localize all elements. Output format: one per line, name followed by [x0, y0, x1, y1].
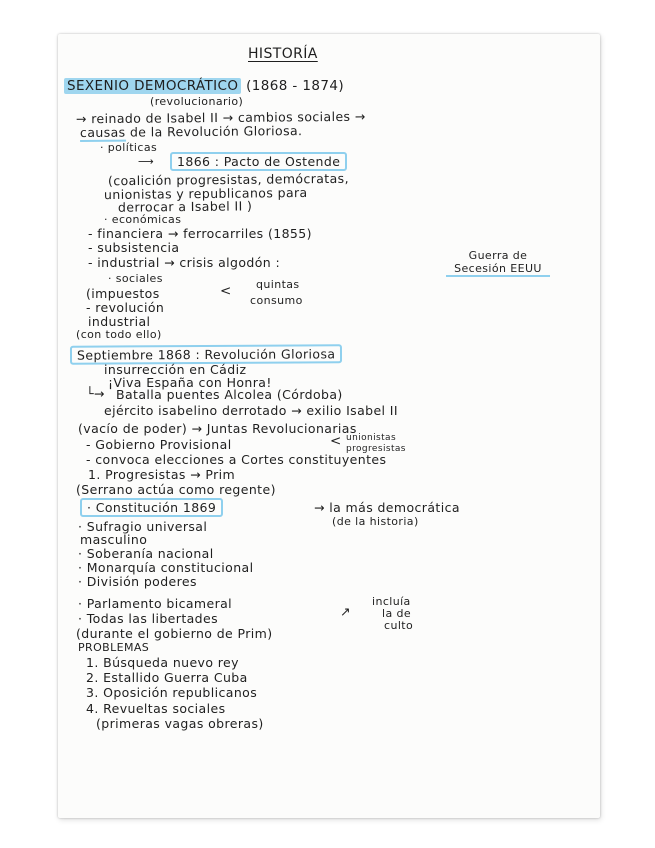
corner-arrow-glyph: └→ [86, 386, 105, 401]
serrano-line: (Serrano actúa como regente) [76, 482, 276, 497]
quintas-text: quintas [256, 278, 300, 291]
section-subtitle: (revolucionario) [150, 95, 244, 108]
constitucion-item: masculino [80, 532, 148, 547]
subsistencia-line: - subsistencia [88, 240, 180, 255]
prim-line: 1. Progresistas → Prim [88, 467, 236, 482]
politicas-desc-2: unionistas y republicanos para [103, 184, 308, 203]
consumo-text: consumo [250, 294, 303, 307]
constitucion-item: · Sufragio universal [78, 519, 208, 534]
vacio-poder-line: (vacío de poder) → Juntas Revolucionarias [78, 421, 357, 436]
arrow-glyph: ⟶ [138, 155, 155, 168]
pacto-ostende-box: 1866 : Pacto de Ostende [170, 152, 347, 171]
problemas-note: (primeras vagas obreras) [96, 716, 264, 731]
problemas-context: (durante el gobierno de Prim) [76, 626, 273, 641]
page-title: HISTORÍA [248, 46, 318, 62]
section-heading-line [64, 78, 344, 94]
cortes-line: - convoca elecciones a Cortes constituyentes [86, 452, 387, 467]
incluida-note-1: incluía [372, 595, 411, 608]
section-heading: SEXENIO DEMOCRÁTICO [64, 78, 241, 94]
politicas-desc-1: (coalición progresistas, demócratas, [107, 170, 349, 189]
section-dates: (1868 - 1874) [246, 78, 345, 94]
problemas-heading: PROBLEMAS [78, 641, 150, 654]
industrial-line: - industrial → crisis algodón : [88, 255, 281, 270]
constitucion-item: · Monarquía constitucional [78, 560, 254, 575]
problemas-item: 2. Estallido Guerra Cuba [86, 670, 248, 685]
economicas-label: · económicas [104, 213, 182, 226]
sociales-label: · sociales [108, 272, 163, 285]
incluida-note-2: la de [382, 607, 412, 620]
gloriosa-line-4: ejército isabelino derrotado → exilio Isabel II [104, 403, 398, 418]
incluida-note-3: culto [384, 619, 414, 632]
progresistas-text: progresistas [346, 444, 406, 454]
constitucion-note-2: (de la historia) [332, 515, 419, 528]
constitucion-1869-box: · Constitución 1869 [80, 498, 223, 517]
constitucion-item: · División poderes [78, 574, 197, 589]
politicas-label: · políticas [100, 141, 158, 154]
brace-glyph: < [220, 283, 232, 299]
revolucion-gloriosa-box: Septiembre 1868 : Revolución Gloriosa [70, 344, 343, 364]
intro-line-2 [80, 123, 303, 140]
unionistas-text: unionistas [346, 433, 397, 443]
constitucion-item: · Soberanía nacional [78, 546, 214, 561]
problemas-item: 1. Búsqueda nuevo rey [86, 655, 239, 670]
intro-line-1: → reinado de Isabel II → cambios sociales → [75, 108, 366, 127]
problemas-item: 3. Oposición republicanos [86, 685, 258, 700]
incluida-arrow-glyph: ↗ [340, 604, 351, 619]
intro-line-2-rest: de la Revolución Gloriosa. [129, 123, 303, 140]
gloriosa-line-3: Batalla puentes Alcolea (Córdoba) [116, 387, 343, 402]
impuestos-line: (impuestos [86, 286, 160, 301]
gloriosa-line-1: insurrección en Cádiz [104, 362, 247, 377]
problemas-item: 4. Revueltas sociales [86, 701, 226, 716]
gobierno-provisional-line: - Gobierno Provisional [86, 437, 232, 452]
revolucion-line-1: - revolución [86, 300, 165, 315]
constitucion-item: · Todas las libertades [78, 611, 219, 626]
gobierno-brace-glyph: < [330, 433, 342, 449]
gloriosa-line-2: ¡Viva España con Honra! [108, 375, 272, 390]
politicas-desc-3: derrocar a Isabel II ) [117, 198, 253, 215]
financiera-line: - financiera → ferrocarriles (1855) [88, 226, 312, 241]
constitucion-item: · Parlamento bicameral [78, 596, 233, 611]
consequence-note: (con todo ello) [76, 328, 162, 341]
revolucion-line-2: industrial [88, 314, 151, 329]
constitucion-note-1: → la más democrática [314, 500, 460, 515]
guerra-secesion-note: Guerra de Secesión EEUU [446, 249, 550, 277]
causes-word: causas [79, 124, 126, 140]
